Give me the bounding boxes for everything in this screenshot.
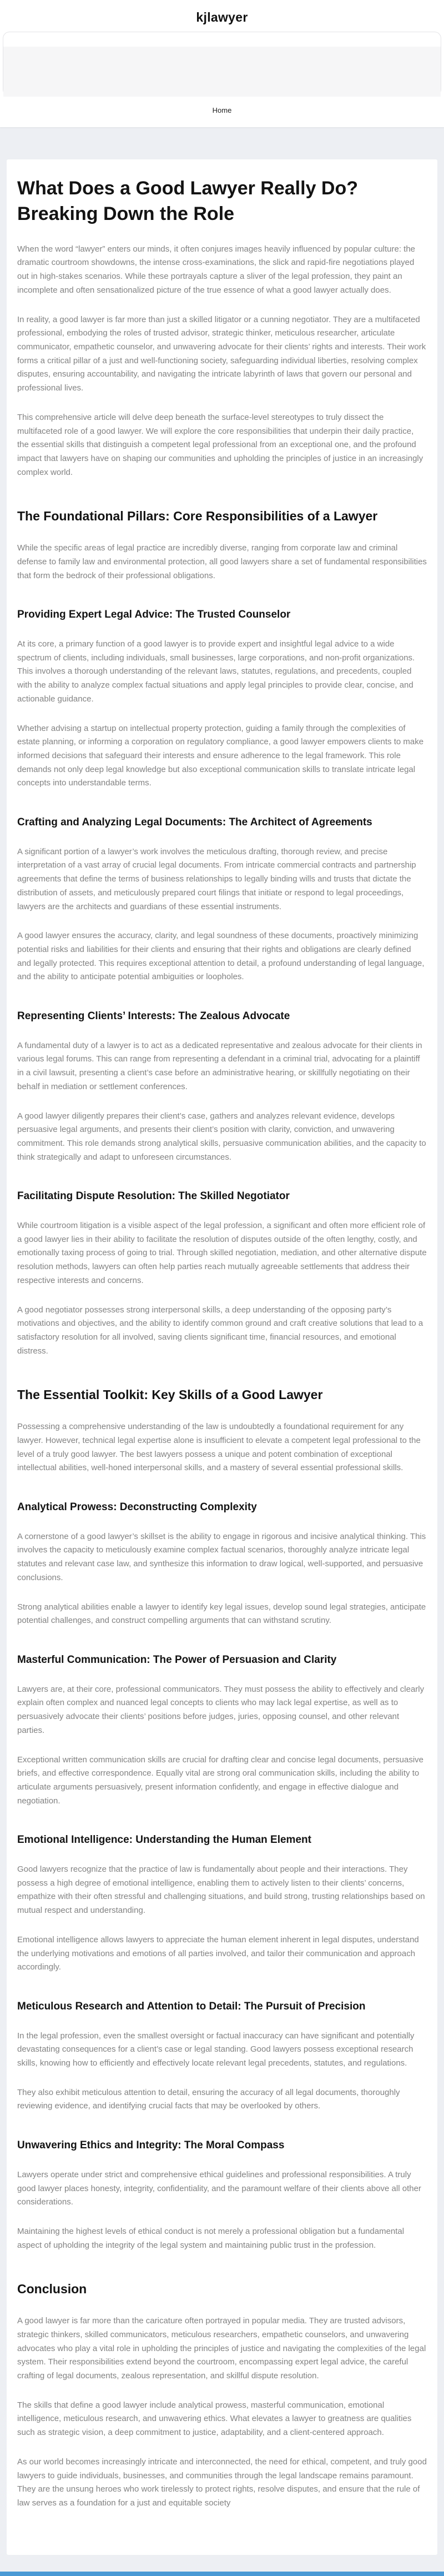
article-paragraph: Possessing a comprehensive understanding of the law is undoubtedly a foundational requirement for any lawyer. However, technical legal expertise alone is insufficient to elevate a competent legal professional to the level of a truly good lawyer. The best lawyers possess a unique and potent combination of exceptional intellectual abilities, well-honed interpersonal skills, and a mastery of several essential professional skills. xyxy=(17,1422,421,1473)
article-paragraph: A good lawyer diligently prepares their client’s case, gathers and analyzes relevant evidence, develops persuasive legal arguments, and presents their client’s position with clarity, conviction, and unwavering commitment. This role demands strong analytical skills, persuasive communication abilities, and the capacity to think strategically and adapt to unforeseen circumstances. xyxy=(17,1111,426,1162)
article-paragraph: A fundamental duty of a lawyer is to act as a dedicated representative and zealous advocate for their clients in various legal forums. This can range from representing a defendant in a criminal trial, advocating for a plaintiff in a civil lawsuit, presenting a client’s case before an administrative hearing, or skillfully negotiating on their behalf in mediation or settlement conferences. xyxy=(17,1040,422,1091)
article-paragraph: A good negotiator possesses strong interpersonal skills, a deep understanding of the opposing party’s motivations and objectives, and the ability to identify common ground and craft creative solutions that lead to a satisfactory resolution for all involved, saving clients significant time, financial resources, and emotional distress. xyxy=(17,1305,423,1356)
footer-bar xyxy=(0,2572,444,2576)
article-paragraph: Emotional intelligence allows lawyers to appreciate the human element inherent in legal disputes, understand the underlying motivations and emotions of all parties involved, and tailor their communication and approach accordingly. xyxy=(17,1934,419,1972)
article-paragraph: Maintaining the highest levels of ethical conduct is not merely a professional obligation but a fundamental aspect of upholding the integrity of the legal system and maintaining public trust in the profession. xyxy=(17,2226,405,2250)
section-heading: Facilitating Dispute Resolution: The Skilled Negotiator xyxy=(17,1190,290,1202)
main-nav xyxy=(0,96,444,127)
section-heading: Meticulous Research and Attention to Detail: The Pursuit of Precision xyxy=(17,2000,366,2012)
article-paragraph: While courtroom litigation is a visible aspect of the legal profession, a significant and often more efficient role of a good lawyer lies in their ability to facilitate the resolution of disputes outside of the often lengthy, costly, and emotionally taxing process of going to trial. Through skilled negotiation, mediation, and other alternative dispute resolution methods, lawyers can often help parties reach mutually agreeable settlements that address their respective interests and concerns. xyxy=(17,1221,427,1285)
article-paragraph: In reality, a good lawyer is far more than just a skilled litigator or a cunning negotiator. They are a multifaceted professional, embodying the roles of trusted advisor, strategic thinker, meticulous researcher, articulate communicator, empathetic counselor, and unwavering advocate for their clients’ rights and interests. Their work forms a critical pillar of a just and well-functioning society, safeguarding individual liberties, resolving complex disputes, ensuring accountability, and navigating the intricate labyrinth of laws that govern our personal and professional lives. xyxy=(17,314,426,393)
section-heading: Providing Expert Legal Advice: The Trusted Counselor xyxy=(17,609,291,621)
article-body xyxy=(17,243,427,2510)
article-paragraph: In the legal profession, even the smallest oversight or factual inaccuracy can have significant and potentially devastating consequences for a client’s case or legal standing. Good lawyers possess exceptional research skills, knowing how to efficiently and effectively locate relevant legal precedents, statutes, and regulations. xyxy=(17,2031,415,2068)
article-paragraph: A cornerstone of a good lawyer’s skillset is the ability to engage in rigorous and incisive analytical thinking. This involves the capacity to meticulously examine complex factual scenarios, thoroughly analyze intricate legal statutes and relevant case law, and synthesize this information to draw logical, well-supported, and persuasive conclusions. xyxy=(17,1531,426,1582)
article-paragraph: Exceptional written communication skills are crucial for drafting clear and concise legal documents, persuasive briefs, and effective correspondence. Equally vital are strong oral communication skills, including the ability to articulate arguments persuasively, present information confidently, and engage in effective dialogue and negotiation. xyxy=(17,1755,424,1806)
article-paragraph: Good lawyers recognize that the practice of law is fundamentally about people and their interactions. They possess a high degree of emotional intelligence, enabling them to actively listen to their clients’ concerns, empathize with their often stressful and challenging situations, and build strong, trusting relationships based on mutual respect and understanding. xyxy=(17,1865,425,1916)
article-card xyxy=(7,159,437,2555)
section-heading: The Foundational Pillars: Core Responsibilities of a Lawyer xyxy=(17,509,378,524)
site-title[interactable]: kjlawyer xyxy=(196,10,248,24)
section-heading: Crafting and Analyzing Legal Documents: The Architect of Agreements xyxy=(17,816,372,829)
article-paragraph: Strong analytical abilities enable a lawyer to identify key legal issues, develop sound legal strategies, anticipate potential challenges, and construct compelling arguments that can withstand scrutiny. xyxy=(17,1602,426,1626)
page-background xyxy=(0,127,444,2572)
nav-home-link[interactable]: Home xyxy=(212,106,232,114)
section-heading: Emotional Intelligence: Understanding the Human Element xyxy=(17,1834,311,1846)
article-paragraph: Whether advising a startup on intellectual property protection, guiding a family through the complexities of estate planning, or informing a corporation on regulatory compliance, a good lawyer empowers clients to make informed decisions that safeguard their interests and ensure adherence to the legal framework. This role demands not only deep legal knowledge but also exceptional communication skills to translate intricate legal concepts into understandable terms. xyxy=(17,723,424,788)
article-paragraph: When the word “lawyer” enters our minds, it often conjures images heavily influenced by popular culture: the dramatic courtroom showdowns, the intense cross-examinations, the slick and rapid-fire negotiations played out in high-stakes scenarios. While these portrayals capture a sliver of the legal profession, they paint an incomplete and often sensationalized picture of the true essence of what a good lawyer actually does. xyxy=(17,244,416,295)
article-paragraph: At its core, a primary function of a good lawyer is to provide expert and insightful legal advice to a wide spectrum of clients, including individuals, small businesses, large corporations, and non-profit organizations. This involves a thorough understanding of the relevant laws, statutes, regulations, and precedents, coupled with the ability to analyze complex factual situations and apply legal principles to provide clear, concise, and actionable guidance. xyxy=(17,639,415,704)
article-title: What Does a Good Lawyer Really Do? Breaking Down the Role xyxy=(17,178,359,224)
site-header xyxy=(0,0,444,127)
section-heading: The Essential Toolkit: Key Skills of a Good Lawyer xyxy=(17,1387,323,1402)
article-paragraph: A good lawyer is far more than the caricature often portrayed in popular media. They are trusted advisors, strategic thinkers, skilled communicators, meticulous researchers, empathetic counselors, and unwavering advocates who play a vital role in upholding the principles of justice and navigating the complexities of the legal system. Their responsibilities extend beyond the courtroom, encompassing expert legal advice, the careful crafting of legal documents, zealous representation, and skillful dispute resolution. xyxy=(17,2316,426,2381)
article-paragraph: As our world becomes increasingly intricate and interconnected, the need for ethical, competent, and truly good lawyers to guide individuals, businesses, and communities through the legal landscape remains paramount. They are the unsung heroes who work tirelessly to protect rights, resolve disputes, and ensure that the rule of law serves as a foundation for a just and equitable society xyxy=(17,2457,427,2508)
article-paragraph: The skills that define a good lawyer include analytical prowess, masterful communication, emotional intelligence, meticulous research, and unwavering ethics. What elevates a lawyer to greatness are qualities such as strategic vision, a deep commitment to justice, adaptability, and a client-centered approach. xyxy=(17,2400,412,2438)
section-heading: Analytical Prowess: Deconstructing Complexity xyxy=(17,1501,257,1513)
article-paragraph: This comprehensive article will delve deep beneath the surface-level stereotypes to truly dissect the multifaceted role of a good lawyer. We will explore the core responsibilities that underpin their daily practice, the essential skills that distinguish a competent legal professional from an exceptional one, and the profound impact that lawyers have on shaping our communities and upholding the principles of justice in an increasingly complex world. xyxy=(17,412,423,477)
section-heading: Conclusion xyxy=(17,2282,87,2297)
article-paragraph: They also exhibit meticulous attention to detail, ensuring the accuracy of all legal documents, thoroughly reviewing evidence, and identifying crucial facts that may be overlooked by others. xyxy=(17,2087,400,2111)
section-heading: Unwavering Ethics and Integrity: The Moral Compass xyxy=(17,2139,285,2152)
article-paragraph: While the specific areas of legal practice are incredibly diverse, ranging from corporate law and criminal defense to family law and environmental protection, all good lawyers share a set of fundamental responsibilities that form the bedrock of their professional obligations. xyxy=(17,543,427,580)
article-paragraph: Lawyers are, at their core, professional communicators. They must possess the ability to effectively and clearly explain often complex and nuanced legal concepts to clients who may lack legal expertise, as well as to persuasively advocate their clients’ positions before judges, juries, opposing counsel, and other relevant parties. xyxy=(17,1684,425,1735)
section-heading: Masterful Communication: The Power of Persuasion and Clarity xyxy=(17,1654,337,1666)
section-heading: Representing Clients’ Interests: The Zealous Advocate xyxy=(17,1010,290,1023)
article-paragraph: A good lawyer ensures the accuracy, clarity, and legal soundness of these documents, proactively minimizing potential risks and liabilities for their clients and ensuring that their rights and obligations are clearly defined and legally protected. This requires exceptional attention to detail, a profound understanding of legal language, and the ability to anticipate potential ambiguities or loopholes. xyxy=(17,931,425,982)
article-paragraph: Lawyers operate under strict and comprehensive ethical guidelines and professional responsibilities. A truly good lawyer places honesty, integrity, confidentiality, and the paramount welfare of their clients above all other considerations. xyxy=(17,2169,421,2207)
ad-placeholder-fill xyxy=(3,47,441,97)
ad-placeholder xyxy=(3,32,441,96)
article-paragraph: A significant portion of a lawyer’s work involves the meticulous drafting, thorough review, and precise interpretation of a vast array of crucial legal documents. From intricate commercial contracts and partnership agreements that define the terms of business relationships to legally binding wills and trusts that dictate the distribution of assets, and meticulously prepared court filings that initiate or respond to legal proceedings, lawyers are the architects and guardians of these essential instruments. xyxy=(17,846,416,911)
